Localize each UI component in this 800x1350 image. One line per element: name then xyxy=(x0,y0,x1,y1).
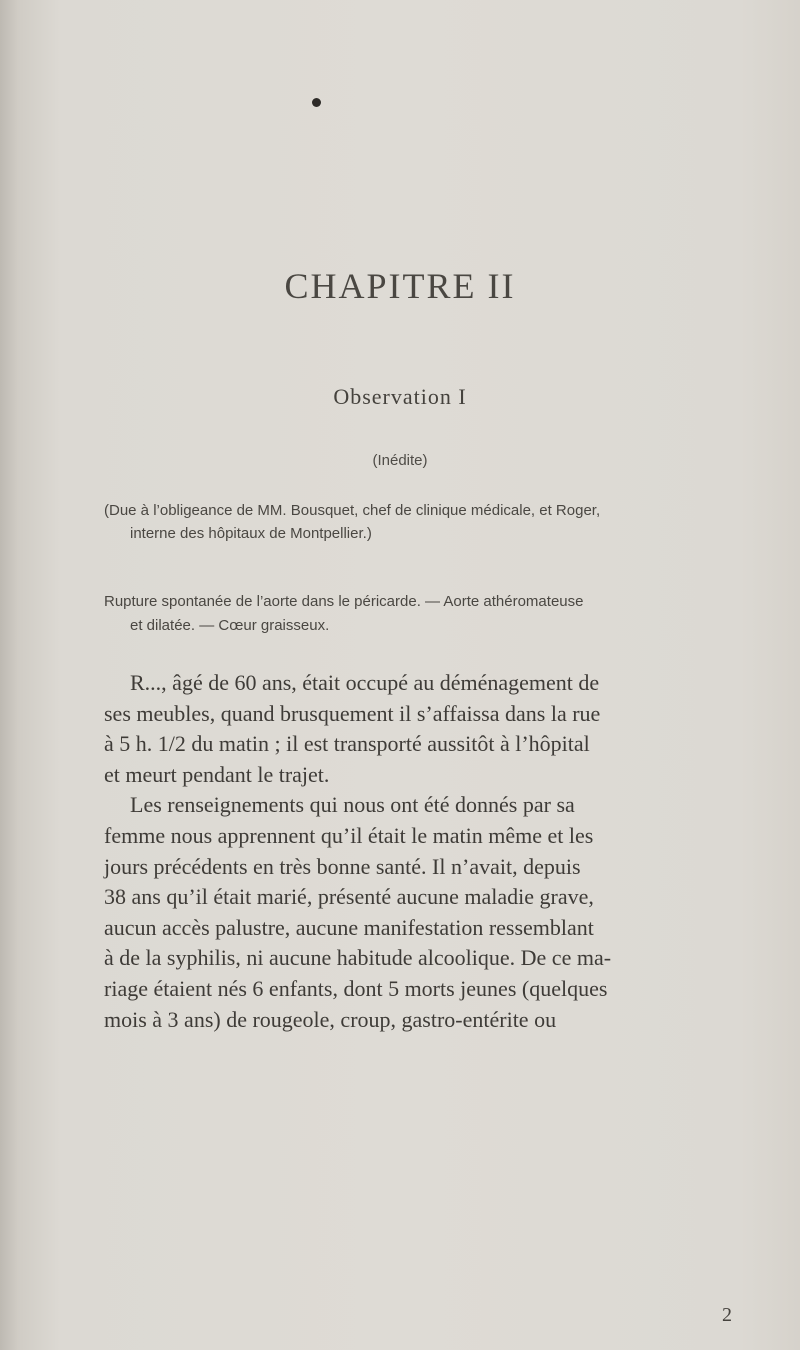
courtesy-note xyxy=(104,499,744,545)
ink-spot xyxy=(312,98,321,107)
summary-line-2: et dilatée. — Cœur graisseux. xyxy=(130,617,330,634)
observation-title: Observation I xyxy=(333,384,467,409)
body-line: ses meubles, quand brusquement il s’affaissa dans la rue xyxy=(104,700,601,726)
body-line: femme nous apprennent qu’il était le matin même et les xyxy=(104,822,594,848)
body-line: Les renseignements qui nous ont été donnés par sa xyxy=(130,792,575,818)
body-line: R..., âgé de 60 ans, était occupé au déménagement de xyxy=(130,670,600,695)
page-number: 2 xyxy=(722,1304,732,1326)
body-line: à de la syphilis, ni aucune habitude alcoolique. De ce ma- xyxy=(104,945,612,971)
body-line: mois à 3 ans) de rougeole, croup, gastro-entérite ou xyxy=(104,1006,557,1032)
chapter-title: CHAPITRE II xyxy=(284,266,516,306)
courtesy-line-1: (Due à l’obligeance de MM. Bousquet, chef de clinique médicale, et Roger, xyxy=(104,502,601,519)
case-summary xyxy=(104,590,744,638)
body-line: jours précédents en très bonne santé. Il n’avait, depuis xyxy=(104,853,581,879)
unpublished-note: (Inédite) xyxy=(372,452,428,469)
body-text xyxy=(104,668,744,1035)
body-line: aucun accès palustre, aucune manifestation ressemblant xyxy=(104,914,594,940)
body-line: et meurt pendant le trajet. xyxy=(104,761,330,787)
body-line: riage étaient nés 6 enfants, dont 5 morts jeunes (quelques xyxy=(104,975,608,1001)
courtesy-line-2: interne des hôpitaux de Montpellier.) xyxy=(130,525,372,542)
body-line: 38 ans qu’il était marié, présenté aucune maladie grave, xyxy=(104,884,594,910)
body-line: à 5 h. 1/2 du matin ; il est transporté aussitôt à l’hôpital xyxy=(104,731,590,757)
summary-line-1: Rupture spontanée de l’aorte dans le péricarde. — Aorte athéromateuse xyxy=(104,593,584,610)
